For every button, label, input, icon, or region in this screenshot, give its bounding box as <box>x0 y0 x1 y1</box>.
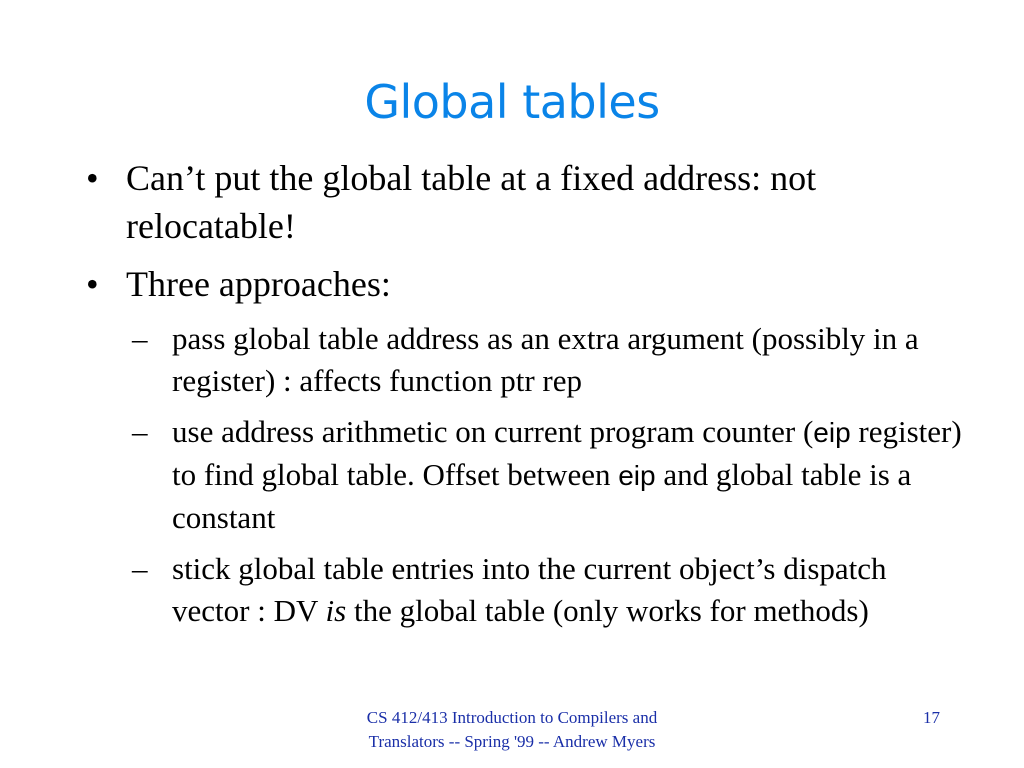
code-term: eip <box>813 417 851 448</box>
bullet-marker: • <box>86 158 99 198</box>
emphasis-text: is <box>325 593 347 628</box>
slide-content <box>0 154 1024 641</box>
bullet-item <box>0 260 1024 308</box>
bullet-text: Three approaches: <box>126 264 391 304</box>
sub-bullet-text: pass global table address as an extra argument (possibly in a register) : affects function ptr rep <box>172 321 919 398</box>
sub-bullet-text: stick global table entries into the current object’s dispatch vector : DV <box>172 551 887 628</box>
sub-bullet-text: register) to find global table. Offset between <box>172 414 962 492</box>
footer-page-number: 17 <box>923 708 940 727</box>
code-term: eip <box>618 460 656 491</box>
dash-marker: – <box>132 321 148 356</box>
sub-bullet-item <box>0 411 1024 539</box>
dash-marker: – <box>132 414 148 449</box>
sub-bullet-text: use address arithmetic on current program counter ( <box>172 414 814 449</box>
sub-bullet-text: and global table is a constant <box>172 457 912 535</box>
sub-bullet-text: the global table (only works for methods) <box>346 593 869 628</box>
bullet-marker: • <box>86 264 99 304</box>
bullet-item <box>0 154 1024 250</box>
sub-bullet-item <box>0 548 1024 632</box>
dash-marker: – <box>132 551 148 586</box>
slide-title: Global tables <box>364 75 660 129</box>
sub-bullet-item <box>0 318 1024 402</box>
bullet-text: Can’t put the global table at a fixed address: not relocatable! <box>126 158 817 246</box>
footer-course-info: CS 412/413 Introduction to Compilers and Translators -- Spring '99 -- Andrew Myers <box>366 708 658 751</box>
